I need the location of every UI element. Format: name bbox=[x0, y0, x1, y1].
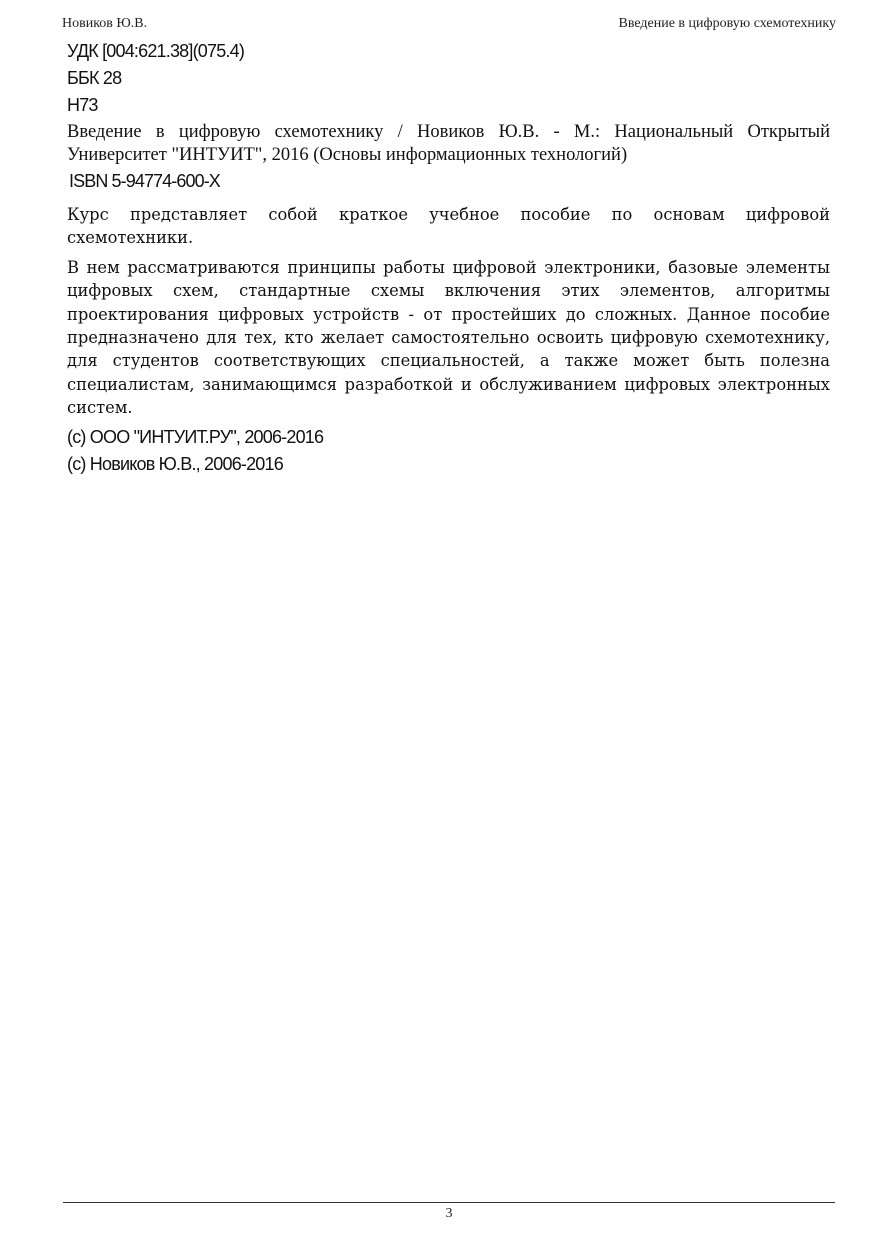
bbk-code: ББК 28 bbox=[67, 68, 122, 88]
isbn: ISBN 5-94774-600-X bbox=[69, 171, 220, 191]
copyright-author: (c) Новиков Ю.В., 2006-2016 bbox=[67, 453, 283, 474]
bibliographic-citation: Введение в цифровую схемотехнику / Новиков Ю.В. - М.: Национальный Открытый Университет "ИНТУИТ", 2016 (Основы информационных технологий) bbox=[67, 122, 830, 165]
page-number: 3 bbox=[445, 1206, 453, 1221]
page-content bbox=[67, 40, 830, 480]
abstract-paragraph-2: В нем рассматриваются принципы работы цифровой электроники, базовые элементы цифровых схем, стандартные схемы включения этих элементов, алгоритмы проектирования цифровых устройств - от простейших до сложных. Данное пособие предназначено для тех, кто желает самостоятельно освоить цифровую схемотехнику, для студентов соответствующих специальностей, а также может быть полезна специалистам, занимающимся разработкой и обслуживанием цифровых электронных систем. bbox=[67, 257, 830, 418]
author-mark: Н73 bbox=[67, 95, 98, 115]
header-author: Новиков Ю.В. bbox=[62, 16, 148, 31]
header-title: Введение в цифровую схемотехнику bbox=[618, 16, 836, 31]
copyright-publisher: (c) ООО "ИНТУИТ.РУ", 2006-2016 bbox=[67, 426, 324, 447]
abstract-paragraph-1: Курс представляет собой краткое учебное пособие по основам цифровой схемотехники. bbox=[67, 205, 830, 248]
footer-divider bbox=[63, 1202, 835, 1203]
udk-code: УДК [004:621.38](075.4) bbox=[67, 41, 245, 61]
running-header bbox=[62, 16, 836, 36]
